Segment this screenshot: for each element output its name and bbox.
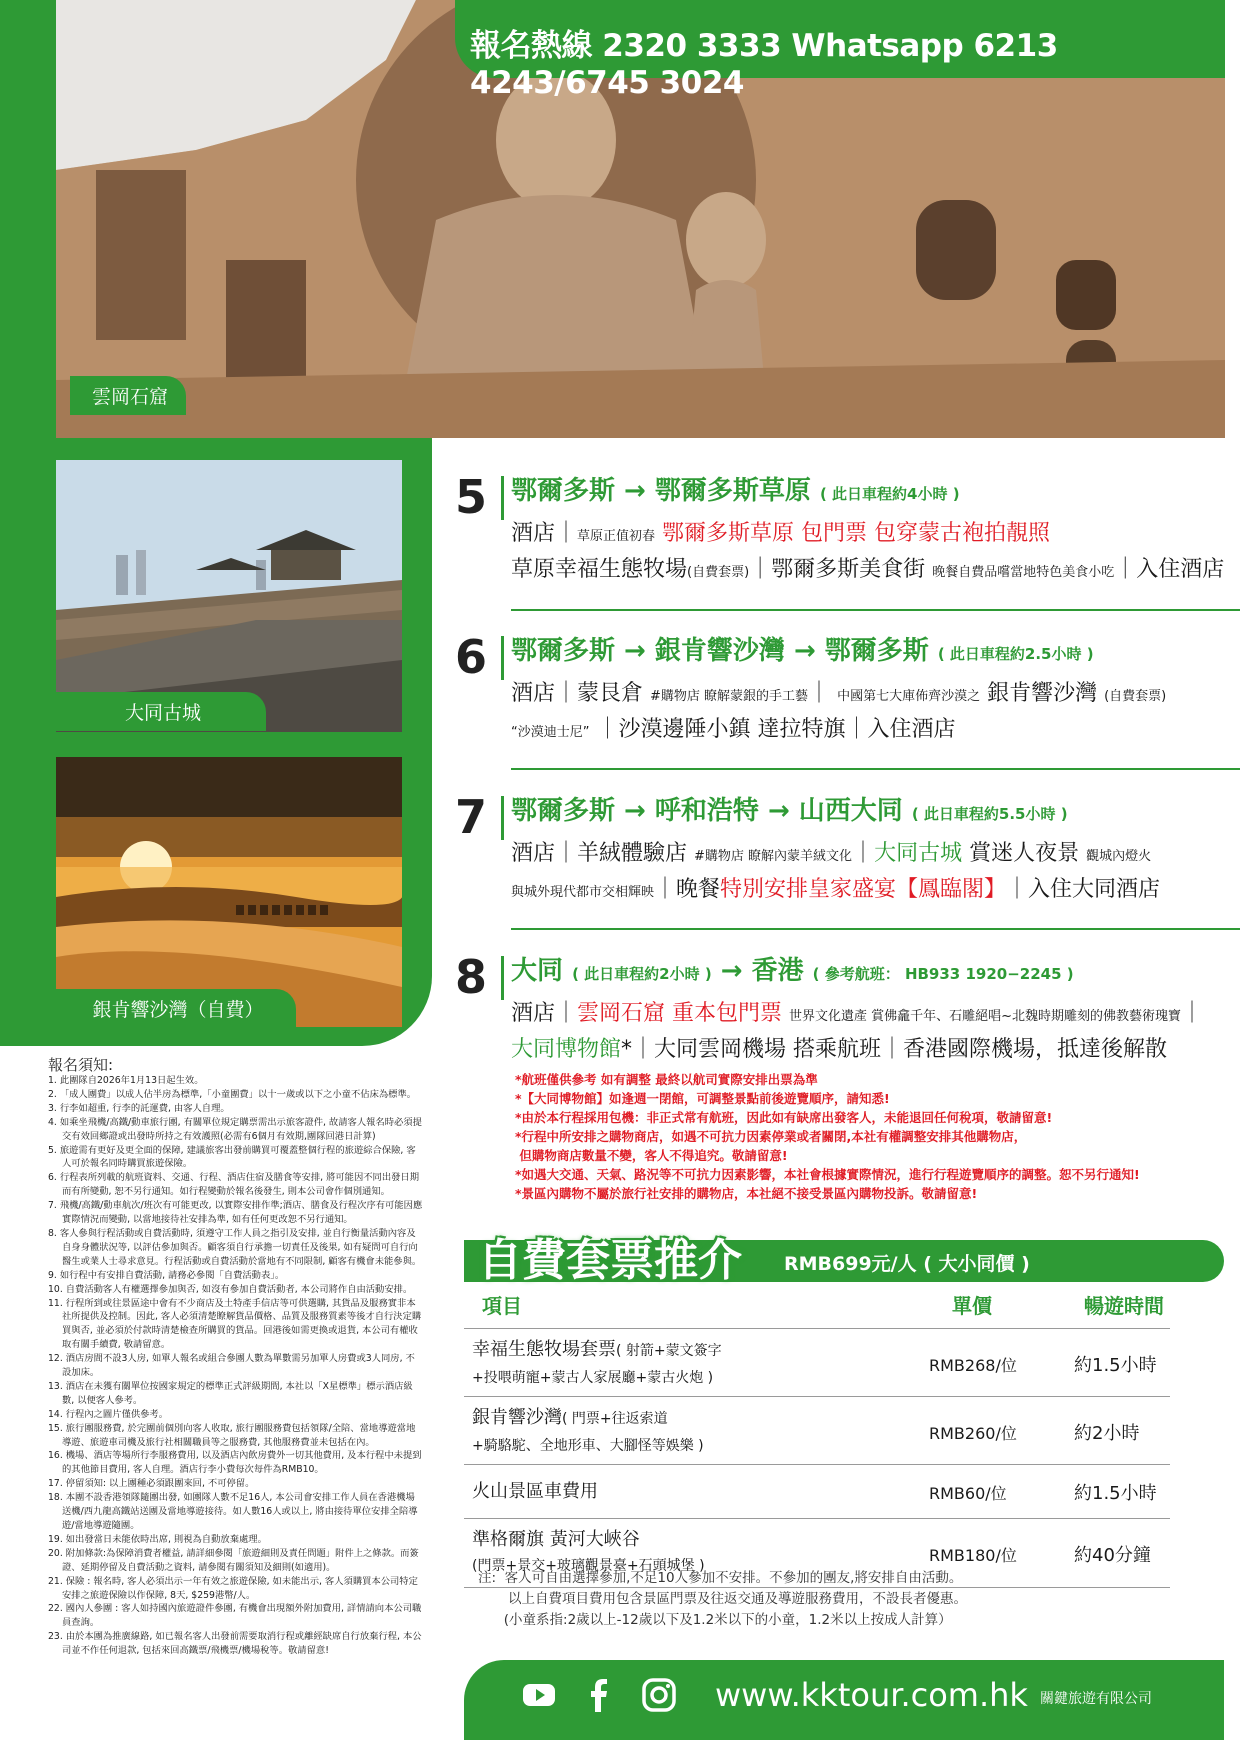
day-line: 與城外現代都市交相輝映｜晚餐特別安排皇家盛宴【鳳臨閣】｜入住大同酒店 <box>511 877 1161 902</box>
day-divider <box>501 956 504 1000</box>
terms-item: 20. 附加條款:為保障消費者權益, 請詳細參閱「旅遊細則及責任問題」附件上之條款。而簽證、延期停留及自費活動之資料, 請參閱有關須知及細則(如適用)。 <box>48 1547 419 1573</box>
self-paid-title: 自費套票推介 <box>478 1235 742 1286</box>
section-separator <box>511 768 1240 770</box>
note-line: *景區內購物不屬於旅行社安排的購物店，本社絕不接受景區內購物投訴。敬請留意! <box>515 1186 978 1201</box>
terms-item: 15. 旅行團服務費, 於完團前個別向客人收取, 旅行團服務費包括領隊/全陪、當地導遊當地導遊、旅遊車司機及旅行社相關職員等之服務費, 其他服務費並未包括在內。 <box>48 1422 416 1448</box>
terms-item: 14. 行程內之圖片僅供參考。 <box>48 1408 169 1420</box>
note-line: 但購物商店數量不變，客人不得追究。敬請留意! <box>515 1148 788 1163</box>
terms-title: 報名須知: <box>48 1056 114 1074</box>
day-number: 7 <box>455 790 488 844</box>
terms-list <box>48 1074 423 1658</box>
note-line: *【大同博物館】如逢週一閉館，可調整景點前後遊覽順序，請知悉! <box>515 1091 890 1106</box>
terms-item: 7. 飛機/高鐵/動車航次/班次有可能更改, 以實際安排作準;酒店、膳食及行程次序有可能因應實際情況而變動, 以當地接待社安排為準, 如有任何更改恕不另行通知。 <box>48 1200 423 1226</box>
col-header-duration: 暢遊時間 <box>1084 1294 1164 1318</box>
terms-item: 8. 客人參與行程活動或自費活動時, 須遵守工作人員之指引及安排, 並自行衡量活動內容及自身身體狀況等, 以評估參加與否。顧客須自行承擔一切責任及後果, 如有疑問可自行向醫生或業人士尋求意見。行程活動或自費活動於當地有不同限制, 顧客有機會未能參與。 <box>48 1227 422 1267</box>
terms-item: 23. 由於本團為推廣線路, 如已報名客人出發前需要取消行程或離經缺席自行放棄行程, 本公司並不作任何退款, 包括來回高鐵票/飛機票/機場稅等。敬請留意! <box>48 1631 422 1657</box>
terms-item: 13. 酒店在未獲有關單位按國家規定的標準正式評級期間, 本社以「X星標準」標示酒店級數, 以便客人參考。 <box>48 1380 413 1406</box>
important-notes <box>515 1070 1215 1203</box>
photo-label-datong: 大同古城 <box>56 692 266 731</box>
day-line: 酒店｜草原正值初春 鄂爾多斯草原 包門票 包穿蒙古袍拍靚照 <box>511 521 1051 546</box>
day-8 <box>455 950 1215 1060</box>
terms-item: 21. 保險 : 報名時, 客人必須出示一年有效之旅遊保險, 如未能出示, 客人須購買本公司特定安排之旅遊保險以作保障, 8天, $259港幣/人。 <box>48 1575 418 1601</box>
day-number: 6 <box>455 630 488 684</box>
section-separator <box>511 609 1240 611</box>
terms-item: 11. 行程所到或往景區途中會有不少商店及土特產手信店等可供選購, 其貨品及服務實非本社所提供及控制。因此, 客人必須清楚瞭解貨品價格、品質及服務質素等後才自行決定購買與否, 並必須於付款時清楚檢查所購買的貨品。回港後如需更換或退貨, 本公司有權收取有關手續費, 敬請留意。 <box>48 1297 422 1351</box>
terms-item: 16. 機場、酒店等場所行李服務費用, 以及酒店內飲房費外一切其他費用, 及本行程中未提到的其他節目費用, 客人自理。酒店行李小費每次每件為RMB10。 <box>48 1450 422 1476</box>
terms-item: 6. 行程表所列載的航班資料、交通、行程、酒店住宿及膳食等安排, 將可能因不同出發日期而有所變動, 恕不另行通知。如行程變動於報名後發生, 則本公司會作個別通知。 <box>48 1172 420 1198</box>
website-link[interactable]: www.kktour.com.hk <box>715 1676 1028 1714</box>
photo-label-yungang: 雲岡石窟 <box>70 376 186 415</box>
day-title: 鄂爾多斯 → 銀肯響沙灣 → 鄂爾多斯 ( 此日車程約2.5小時 ) <box>511 636 1094 666</box>
day-line: “沙漠迪士尼” ｜沙漠邊陲小鎮 達拉特旗｜入住酒店 <box>511 717 956 742</box>
terms-item: 19. 如出發當日未能依時出席, 則視為自動放棄處理。 <box>48 1533 267 1545</box>
section-separator <box>511 928 1240 930</box>
terms-item: 1. 此團隊自2026年1月13日起生效。 <box>48 1075 204 1086</box>
col-header-price: 單價 <box>952 1294 992 1318</box>
note-line: *航班僅供參考 如有調整 最終以航司實際安排出票為準 <box>515 1072 818 1087</box>
table-row: 幸福生態牧場套票( 射箭+蒙文簽字 +投喂萌寵+蒙古人家展廳+蒙古火炮 ) RMB268/位 約1.5小時 <box>464 1328 1170 1397</box>
note-line: *由於本行程採用包機：非正式常有航班，因此如有缺席出發客人，未能退回任何稅項，敬請留意! <box>515 1110 1053 1125</box>
day-divider <box>501 636 504 680</box>
day-line: 草原幸福生態牧場(自費套票)｜鄂爾多斯美食街 晚餐自費品嚐當地特色美食小吃｜入住酒店 <box>511 557 1225 582</box>
terms-item: 17. 停留須知: 以上團種必須跟團來回, 不可停留。 <box>48 1478 255 1490</box>
day-6 <box>455 630 1215 750</box>
terms-item: 5. 旅遊需有更好及更全面的保障, 建議旅客出發前購買可覆蓋整個行程的旅遊綜合保險, 客人可於報名同時購買旅遊保險。 <box>48 1144 416 1170</box>
instagram-icon[interactable] <box>640 1676 678 1714</box>
self-paid-price: RMB699元/人 ( 大小同價 ) <box>784 1253 1030 1275</box>
day-title: 大同 ( 此日車程約2小時 ) → 香港 ( 參考航班： HB933 1920−2245 ) <box>511 956 1074 986</box>
terms-item: 4. 如乘坐飛機/高鐵/動車旅行團, 有關單位規定購票需出示旅客證件, 故請客人報名時必須提交有效回鄉證或出發時所持之有效護照(必需有6個月有效期,團隊回港日計算) <box>48 1116 422 1142</box>
terms-item: 3. 行李如超重, 行李的託運費, 由客人自理。 <box>48 1102 230 1114</box>
terms-item: 12. 酒店房間不設3人房, 如單人報名或組合參團人數為單數需另加單人房費或3人同房, 不設加床。 <box>48 1353 415 1379</box>
note-line: *行程中所安排之購物商店，如遇不可抗力因素停業或者關閉,本社有權調整安排其他購物店， <box>515 1129 1027 1144</box>
photo-label-desert: 銀肯響沙灣（自費） <box>56 989 296 1027</box>
note-line: *如遇大交通、天氣、路況等不可抗力因素影響，本社會根據實際情況，進行行程遊覽順序的調整。恕不另行通知! <box>515 1167 1140 1182</box>
youtube-icon[interactable] <box>520 1676 558 1714</box>
day-5 <box>455 470 1225 600</box>
desert-photo <box>56 757 402 1027</box>
day-line: 酒店｜雲岡石窟 重本包門票 世界文化遺產 賞佛龕千年、石雕絕唱~北魏時期雕刻的佛教藝術瑰寶｜ <box>511 1001 1204 1026</box>
hotline-text: 報名熱線 2320 3333 Whatsapp 6213 4243/6745 3024 <box>470 28 1058 101</box>
day-7 <box>455 790 1215 910</box>
facebook-icon[interactable] <box>580 1676 618 1714</box>
day-title: 鄂爾多斯 → 呼和浩特 → 山西大同 ( 此日車程約5.5小時 ) <box>511 796 1068 826</box>
day-divider <box>501 476 504 520</box>
day-number: 8 <box>455 950 488 1004</box>
terms-item: 22. 國內人參團 : 客人如持國內旅遊證件參團, 有機會出現額外附加費用, 詳情請向本公司職員查詢。 <box>48 1603 422 1629</box>
terms-item: 10. 自費活動客人有權選擇參加與否, 如沒有參加自費活動者, 本公司將作自由活動安排。 <box>48 1283 413 1295</box>
self-paid-notes: 注: 客人可自由選擇參加,不足10人參加不安排。不參加的團友,將安排自由活動。 以上自費項目費用包含景區門票及往返交通及導遊服務費用，不設長者優惠。 (小童系指:2歲以上-12歲以下及1.2米以下的小童，1.2米以上按成人計算） <box>478 1570 968 1628</box>
day-line: 酒店｜羊絨體驗店 #購物店 瞭解內蒙羊絨文化｜大同古城 賞迷人夜景 觀城內燈火 <box>511 841 1152 866</box>
day-line: 大同博物館*｜大同雲岡機場 搭乘航班｜香港國際機場，抵達後解散 <box>511 1037 1168 1062</box>
day-title: 鄂爾多斯 → 鄂爾多斯草原 ( 此日車程約4小時 ) <box>511 476 960 506</box>
datong-city-photo <box>56 460 402 732</box>
terms-item: 2. 「成人團費」以成人佔半房為標準,「小童團費」以十一歲或以下之小童不佔床為標準。 <box>48 1088 417 1100</box>
desert-illustration <box>56 757 402 1027</box>
day-number: 5 <box>455 470 488 524</box>
company-name: 關鍵旅遊有限公司 <box>1040 1691 1152 1707</box>
table-row: 準格爾旗 黃河大峽谷 (門票+景交+玻璃觀景臺+石頭城堡 ) RMB180/位 約40分鐘 <box>464 1518 1170 1588</box>
table-row: 火山景區車費用 RMB60/位 約1.5小時 <box>464 1464 1170 1519</box>
day-divider <box>501 796 504 840</box>
terms-item: 9. 如行程中有安排自費活動, 請務必參閱「自費活動表」。 <box>48 1269 285 1281</box>
terms-item: 18. 本團不設香港領隊隨團出發, 如團隊人數不足16人, 本公司會安排工作人員在香港機場送機/西九龍高鐵站送團及當地導遊接待。如人數16人或以上, 將由接待單位安排全陪導遊/當地導遊隨團。 <box>48 1492 418 1531</box>
col-header-item: 項目 <box>482 1294 522 1318</box>
table-row: 銀肯響沙灣( 門票+往返索道 +騎駱駝、全地形車、大腳怪等娛樂 ) RMB260/位 約2小時 <box>464 1396 1170 1465</box>
day-line: 酒店｜蒙艮倉 #購物店 瞭解蒙銀的手工藝｜ 中國第七大庫佈齊沙漠之 銀肯響沙灣 (自費套票) <box>511 681 1167 706</box>
